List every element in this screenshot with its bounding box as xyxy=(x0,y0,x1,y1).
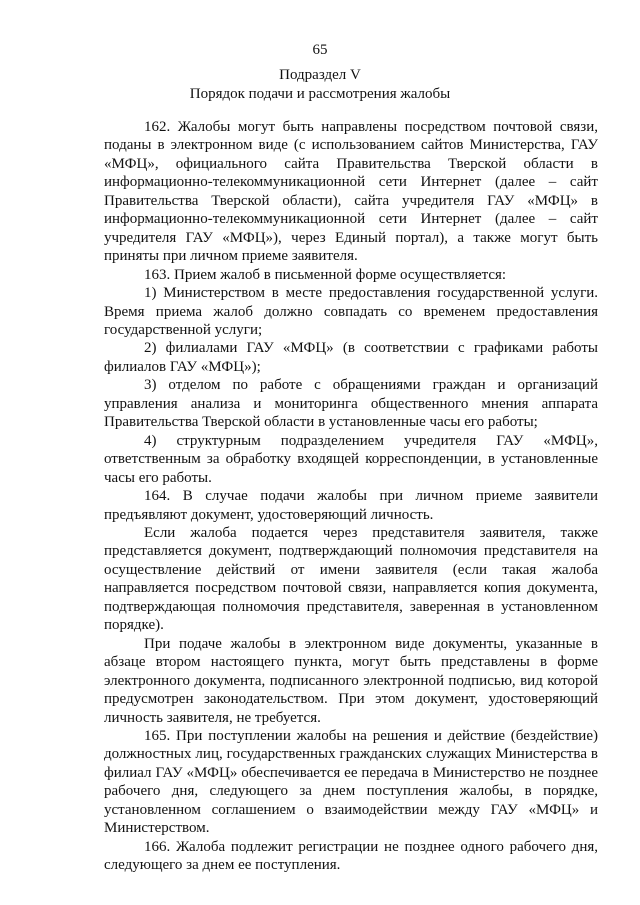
section-heading xyxy=(0,66,640,104)
paragraph-electronic: При подаче жалобы в электронном виде документы, указанные в абзаце втором настоящего пункта, могут быть представлены в форме электронного документа, подписанного электронной подписью, вид которой предусмотрен законодательством. При этом документ, удостоверяющий личность заявителя, не требуется. xyxy=(104,635,598,726)
list-item-2: 2) филиалами ГАУ «МФЦ» (в соответствии с графиками работы филиалов ГАУ «МФЦ»); xyxy=(104,340,598,375)
paragraph-165: 165. При поступлении жалобы на решения и действие (бездействие) должностных лиц, государственных гражданских служащих Министерства в филиал ГАУ «МФЦ» обеспечивается ее передача в Министерство не позднее рабочего дня, следующего за днем поступления жалобы, в порядке, установленном соглашением о взаимодействии между ГАУ «МФЦ» и Министерством. xyxy=(104,727,598,837)
list-item-3: 3) отделом по работе с обращениями граждан и организаций управления анализа и мониторинга общественного мнения аппарата Правительства Тверской области в установленные часы его работы; xyxy=(104,377,598,431)
subsection-title: Подраздел V xyxy=(279,67,361,83)
list-item-4: 4) структурным подразделением учредителя ГАУ «МФЦ», ответственным за обработку входящей корреспонденции, в установленные часы его работы. xyxy=(104,432,598,486)
paragraph-166: 166. Жалоба подлежит регистрации не позднее одного рабочего дня, следующего за днем ее поступления. xyxy=(104,838,598,874)
paragraph-164: 164. В случае подачи жалобы при личном приеме заявители предъявляют документ, удостоверяющий личность. xyxy=(104,488,598,523)
list-item-1: 1) Министерством в месте предоставления государственной услуги. Время приема жалоб должно совпадать со временем предоставления государственной услуги; xyxy=(104,285,598,338)
paragraph-163: 163. Прием жалоб в письменной форме осуществляется: xyxy=(144,266,507,283)
section-title: Порядок подачи и рассмотрения жалобы xyxy=(189,86,451,102)
body-text xyxy=(104,118,598,875)
page-number: 65 xyxy=(312,42,328,58)
paragraph-representative: Если жалоба подается через представителя заявителя, также представляется документ, подтверждающий полномочия представителя на осуществление действий от имени заявителя (если такая жалоба направляется посредством почтовой связи, направляется копия документа, подтверждающая полномочия представителя, заверенная в установленном порядке). xyxy=(104,524,598,634)
paragraph-162: 162. Жалобы могут быть направлены посредством почтовой связи, поданы в электронном виде (с использованием сайтов Министерства, ГАУ «МФЦ», официального сайта Правительства Тверской области в информационно-телекоммуникационной сети Интернет (далее – сайт Правительства Тверской области), сайта учредителя ГАУ «МФЦ» в информационно-телекоммуникационной сети Интернет (далее – сайт учредителя ГАУ «МФЦ»), через Единый портал), а также могут быть приняты при личном приеме заявителя. xyxy=(104,119,598,265)
